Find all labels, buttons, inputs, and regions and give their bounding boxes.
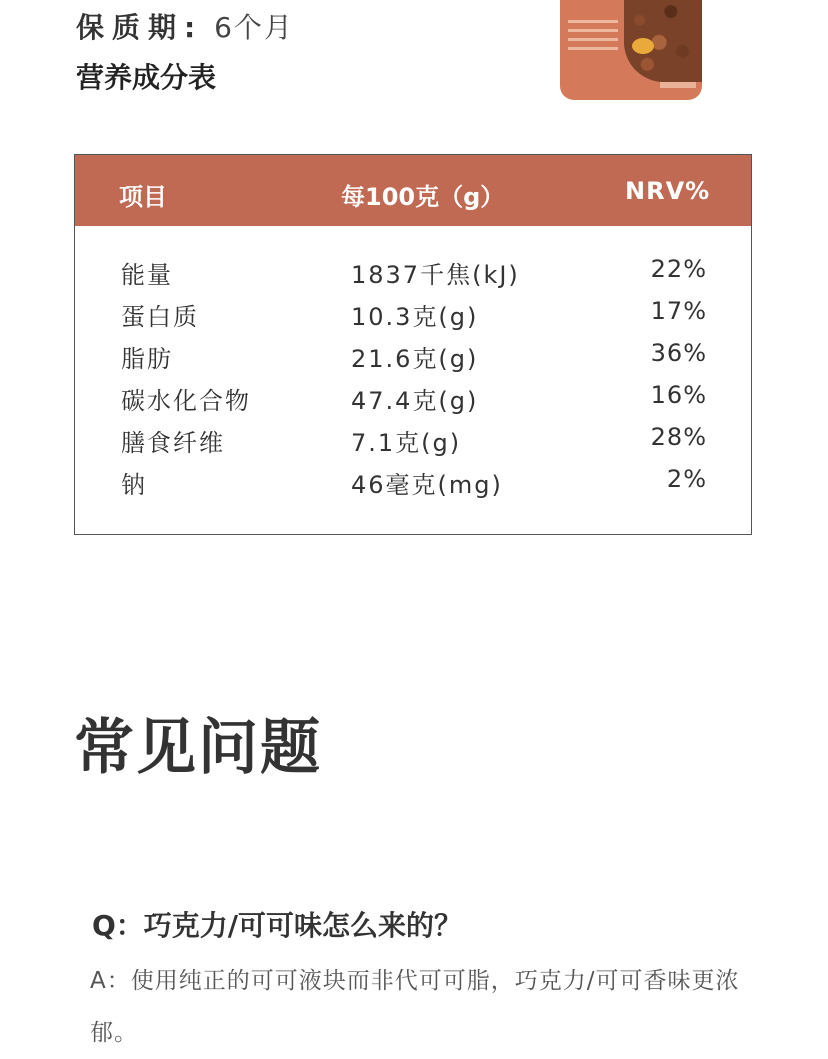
cell-name: 钠 (121, 471, 147, 499)
cell-nrv: 2% (666, 465, 707, 493)
cell-nrv: 16% (650, 381, 707, 409)
faq-question: Q：巧克力/可可味怎么来的？ (92, 909, 463, 942)
bag-print-lines (568, 20, 618, 56)
faq-title: 常见问题 (74, 713, 322, 783)
cell-amount: 21.6克(g) (351, 345, 479, 373)
cell-amount: 1837千焦(kJ) (351, 261, 520, 289)
cell-amount: 46毫克(mg) (351, 471, 503, 499)
cell-amount: 10.3克(g) (351, 303, 479, 331)
cell-name: 碳水化合物 (121, 387, 251, 415)
table-row (75, 465, 751, 507)
header-amount: 每100克（g） (341, 183, 505, 211)
nutrition-title: 营养成分表 (76, 61, 217, 94)
table-row (75, 381, 751, 423)
faq-answer: A：使用纯正的可可液块而非代可可脂，巧克力/可可香味更浓郁。 (90, 968, 740, 1046)
cell-name: 蛋白质 (121, 303, 199, 331)
cell-name: 膳食纤维 (121, 429, 225, 457)
table-body (75, 255, 751, 507)
cell-amount: 7.1克(g) (351, 429, 462, 457)
table-header (75, 155, 751, 226)
table-row (75, 255, 751, 297)
cell-nrv: 36% (650, 339, 707, 367)
nutrition-table (74, 154, 752, 535)
table-row (75, 423, 751, 465)
table-row (75, 339, 751, 381)
table-row (75, 297, 751, 339)
cell-amount: 47.4克(g) (351, 387, 479, 415)
shelf-life-value: 6个月 (214, 11, 294, 44)
bag-bottom-print (660, 82, 696, 88)
cell-name: 能量 (121, 261, 173, 289)
cell-nrv: 22% (650, 255, 707, 283)
shelf-life-label: 保质期: (76, 11, 204, 44)
header-nrv: NRV% (625, 177, 711, 205)
cell-nrv: 28% (650, 423, 707, 451)
cell-nrv: 17% (650, 297, 707, 325)
header-item: 项目 (119, 183, 167, 211)
product-package-image (560, 0, 702, 100)
cell-name: 脂肪 (121, 345, 173, 373)
shelf-life (76, 6, 294, 46)
bag-sticker (632, 38, 654, 54)
